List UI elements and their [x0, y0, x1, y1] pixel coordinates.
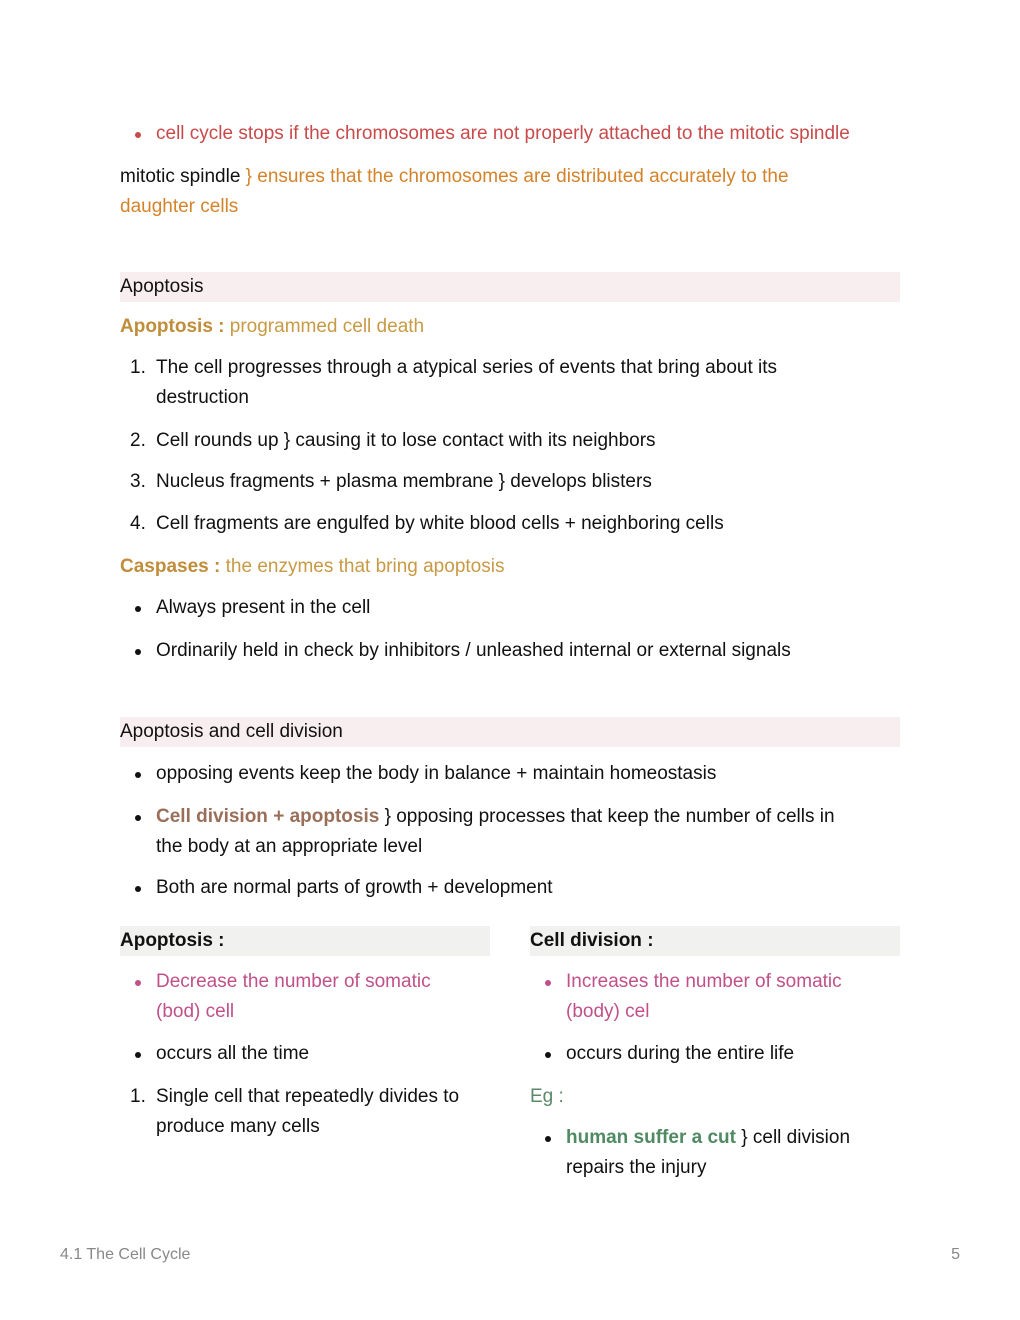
list-item-right-2	[566, 1039, 900, 1069]
list-item-text: Both are normal parts of growth + development	[156, 877, 553, 898]
list-item-spindle-check	[156, 119, 900, 149]
balance-term: Cell division + apoptosis	[156, 806, 380, 827]
list-item-balance-1	[156, 759, 900, 789]
list-item-step-4	[130, 509, 900, 539]
section-heading-text: Apoptosis and cell division	[120, 721, 343, 742]
right-bullet1-line1: Increases the number of somatic	[566, 971, 842, 992]
list-item-text: occurs all the time	[156, 1043, 310, 1064]
list-item-text: cell cycle stops if the chromosomes are not properly attached to the mitotic spindle	[156, 123, 850, 144]
column-heading-text: Cell division :	[530, 930, 654, 951]
column-heading-apoptosis	[120, 926, 490, 956]
list-item-step-3	[130, 467, 900, 497]
apoptosis-def-text: programmed cell death	[224, 316, 425, 337]
spindle-definition	[120, 162, 900, 192]
example-term: human suffer a cut	[566, 1127, 736, 1148]
list-item-left-numbered	[130, 1082, 490, 1142]
step-text: Cell rounds up } causing it to lose contact with its neighbors	[156, 430, 656, 451]
spindle-def-line2: daughter cells	[120, 196, 239, 217]
left-bullet1-line1: Decrease the number of somatic	[156, 971, 431, 992]
list-item-text: Ordinarily held in check by inhibitors / unleashed internal or external signals	[156, 640, 791, 661]
apoptosis-term: Apoptosis :	[120, 316, 225, 337]
footer-title: 4.1 The Cell Cycle	[60, 1246, 191, 1263]
list-item-step-1	[130, 353, 900, 413]
list-item-left-1	[156, 967, 490, 1027]
step-text-line2: destruction	[156, 387, 249, 408]
step-text-line1: The cell progresses through a atypical series of events that bring about its	[156, 357, 778, 378]
step-number: 1.	[130, 1086, 146, 1107]
list-item-step-2	[130, 426, 900, 456]
list-item-right-1	[566, 967, 900, 1027]
page-number: 5	[951, 1246, 960, 1263]
list-item-example	[566, 1123, 900, 1183]
left-num-line2: produce many cells	[156, 1116, 320, 1137]
example-label: Eg :	[530, 1086, 564, 1107]
step-text: Cell fragments are engulfed by white blood cells + neighboring cells	[156, 513, 724, 534]
caspases-definition	[120, 552, 900, 582]
spindle-def-line1: } ensures that the chromosomes are distributed accurately to the	[245, 166, 789, 187]
step-text: Nucleus fragments + plasma membrane } develops blisters	[156, 471, 652, 492]
list-item-left-2	[156, 1039, 490, 1069]
caspases-term: Caspases :	[120, 556, 221, 577]
apoptosis-definition	[120, 312, 900, 342]
step-number: 2.	[130, 430, 146, 451]
list-item-text: occurs during the entire life	[566, 1043, 795, 1064]
list-item-caspase-2	[156, 636, 900, 666]
right-bullet1-line2: (body) cel	[566, 1001, 650, 1022]
column-heading-cell-division	[530, 926, 900, 956]
left-num-line1: Single cell that repeatedly divides to	[156, 1086, 460, 1107]
balance-line2: the body at an appropriate level	[156, 836, 423, 857]
column-heading-text: Apoptosis :	[120, 930, 225, 951]
caspases-def-text: the enzymes that bring apoptosis	[220, 556, 505, 577]
example-line2: repairs the injury	[566, 1157, 707, 1178]
section-heading-balance	[120, 717, 900, 747]
section-heading-text: Apoptosis	[120, 276, 204, 297]
step-number: 3.	[130, 471, 146, 492]
example-line1: } cell division	[735, 1127, 851, 1148]
list-item-text: opposing events keep the body in balance + maintain homeostasis	[156, 763, 717, 784]
list-item-text: Always present in the cell	[156, 597, 371, 618]
step-number: 4.	[130, 513, 146, 534]
list-item-balance-2	[156, 802, 900, 862]
list-item-balance-3	[156, 873, 900, 903]
step-number: 1.	[130, 357, 146, 378]
spindle-term: mitotic spindle	[120, 166, 241, 187]
section-heading-apoptosis	[120, 272, 900, 302]
list-item-caspase-1	[156, 593, 900, 623]
balance-line1: } opposing processes that keep the number of cells in	[379, 806, 835, 827]
left-bullet1-line2: (bod) cell	[156, 1001, 235, 1022]
